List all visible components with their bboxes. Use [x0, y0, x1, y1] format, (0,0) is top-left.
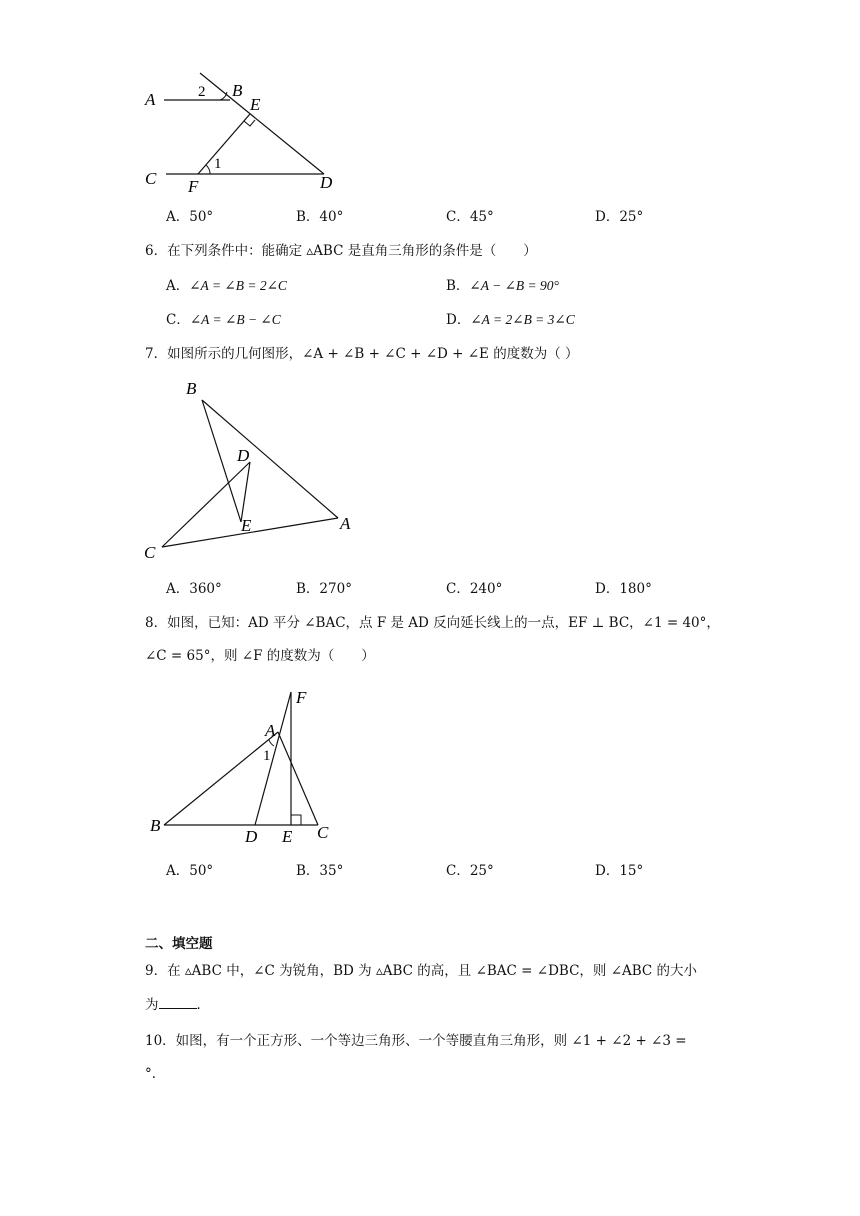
- section-title: 二、填空题: [145, 936, 213, 952]
- q8-stem-line2: ∠C = 65°，则 ∠F 的度数为（ ）: [145, 648, 375, 664]
- figure-q5: [140, 68, 350, 194]
- q6-option-a: A．∠A = ∠B = 2∠C: [166, 278, 287, 294]
- angle-1-label: 1: [214, 156, 222, 172]
- q7-option-c: C．240°: [446, 581, 503, 597]
- q6-stem: 6．在下列条件中：能确定 ▵ABC 是直角三角形的条件是（ ）: [145, 243, 537, 259]
- label-E: E: [241, 516, 252, 535]
- q6-option-d: D．∠A = 2∠B = 3∠C: [446, 312, 575, 328]
- q8-option-c: C．25°: [446, 863, 494, 879]
- q10-line1: 10．如图，有一个正方形、一个等边三角形、一个等腰直角三角形，则 ∠1 + ∠2 + ∠3 =: [145, 1033, 687, 1049]
- label-A: A: [145, 90, 156, 109]
- q5-option-b: B．40°: [296, 209, 344, 225]
- label-B: B: [186, 379, 197, 398]
- label-A: A: [265, 721, 276, 740]
- label-C: C: [144, 543, 156, 562]
- q9-line2: 为 ．: [145, 994, 210, 1015]
- label-D: D: [320, 173, 333, 192]
- q9-line1: 9．在 ▵ABC 中，∠C 为锐角，BD 为 ▵ABC 的高，且 ∠BAC = ∠DBC，则 ∠ABC 的大小: [145, 963, 698, 979]
- label-C: C: [145, 169, 157, 188]
- angle-1-label: 1: [263, 748, 271, 764]
- label-B: B: [150, 816, 161, 835]
- q6-option-c: C．∠A = ∠B − ∠C: [166, 312, 281, 328]
- label-D: D: [245, 827, 258, 846]
- figure-q8: [140, 682, 350, 850]
- label-F: F: [296, 688, 307, 707]
- q8-option-b: B．35°: [296, 863, 344, 879]
- label-E: E: [250, 95, 261, 114]
- label-D: D: [237, 446, 250, 465]
- q5-option-c: C．45°: [446, 209, 494, 225]
- angle-2-label: 2: [198, 84, 206, 100]
- q6-option-b: B．∠A − ∠B = 90°: [446, 278, 559, 294]
- q5-option-a: A．50°: [166, 209, 214, 225]
- label-E: E: [282, 827, 293, 846]
- q7-stem: 7．如图所示的几何图形，∠A + ∠B + ∠C + ∠D + ∠E 的度数为（ ）: [145, 346, 579, 362]
- q5-option-d: D．25°: [595, 209, 644, 225]
- label-C: C: [317, 823, 329, 842]
- q8-option-a: A．50°: [166, 863, 214, 879]
- figure-q7: [140, 374, 370, 566]
- label-A: A: [340, 514, 351, 533]
- q7-option-b: B．270°: [296, 581, 352, 597]
- label-B: B: [232, 81, 243, 100]
- q7-option-a: A．360°: [166, 581, 222, 597]
- q10-line2: °．: [145, 1066, 166, 1082]
- label-F: F: [188, 177, 199, 194]
- q8-option-d: D．15°: [595, 863, 644, 879]
- q7-option-d: D．180°: [595, 581, 652, 597]
- q9-answer-blank[interactable]: [159, 994, 197, 1009]
- q8-stem-line1: 8．如图，已知：AD 平分 ∠BAC，点 F 是 AD 反向延长线上的一点，EF ⊥ BC，∠1 = 40°，: [145, 615, 720, 631]
